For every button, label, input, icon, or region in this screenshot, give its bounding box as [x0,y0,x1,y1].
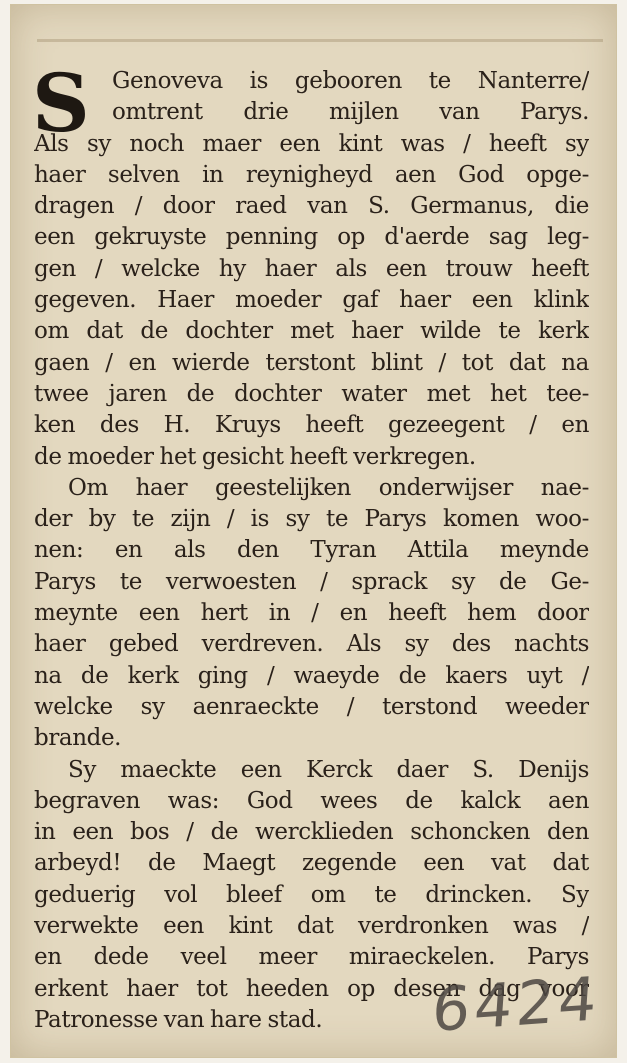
text-line: geduerig vol bleef om te drincken. Sy [34,881,589,908]
text-line: om dat de dochter met haer wilde te kerk [34,318,589,345]
text-line: gaen / en wierde terstont blint / tot dat na [34,349,589,376]
text-line: een gekruyste penning op d'aerde sag leg- [34,224,589,251]
text-line: na de kerk ging / waeyde de kaers uyt / [34,662,589,689]
text-line: twee jaren de dochter water met het tee- [34,380,589,407]
text-line: erkent haer tot heeden op desen dag voor [34,975,589,1002]
text-line: gegeven. Haer moeder gaf haer een klink [34,287,589,314]
text-line: Sy maeckte een Kerck daer S. Denijs [68,756,589,783]
text-line: begraven was: God wees de kalck aen [34,787,589,814]
text-line: verwekte een kint dat verdronken was / [34,913,589,940]
text-line: en dede veel meer miraeckelen. Parys [34,944,589,971]
text-line: gen / welcke hy haer als een trouw heeft [34,255,589,282]
text-line: haer gebed verdreven. Als sy des nachts [34,631,589,658]
text-line: brande. [34,725,122,752]
text-line: ken des H. Kruys heeft gezeegent / en [34,412,589,439]
handwritten-inventory-number: 6424 [429,963,603,1047]
text-line: omtrent drie mijlen van Parys. [112,99,589,126]
text-line: Patronesse van hare stad. [34,1006,323,1033]
text-line: meynte een hert in / en heeft hem door [34,600,589,627]
body-text [32,56,589,1036]
text-line: Om haer geestelijken onderwijser nae- [68,474,589,501]
text-line: Parys te verwoesten / sprack sy de Ge- [34,568,589,595]
text-line: Genoveva is gebooren te Nanterre/ [112,68,589,94]
text-line: welcke sy aenraeckte / terstond weeder [34,693,589,720]
drop-cap: S [32,56,90,150]
text-line: dragen / door raed van S. Germanus, die [34,193,589,220]
text-line: Als sy noch maer een kint was / heeft sy [34,130,589,157]
text-line: in een bos / de wercklieden schoncken den [34,819,589,846]
text-line: arbeyd! de Maegt zegende een vat dat [34,850,589,877]
text-line: der by te zijn / is sy te Parys komen woo- [34,506,589,533]
text-line: de moeder het gesicht heeft verkregen. [34,443,476,470]
text-line: nen: en als den Tyran Attila meynde [34,537,589,564]
text-line: haer selven in reynigheyd aen God opge- [34,161,589,188]
